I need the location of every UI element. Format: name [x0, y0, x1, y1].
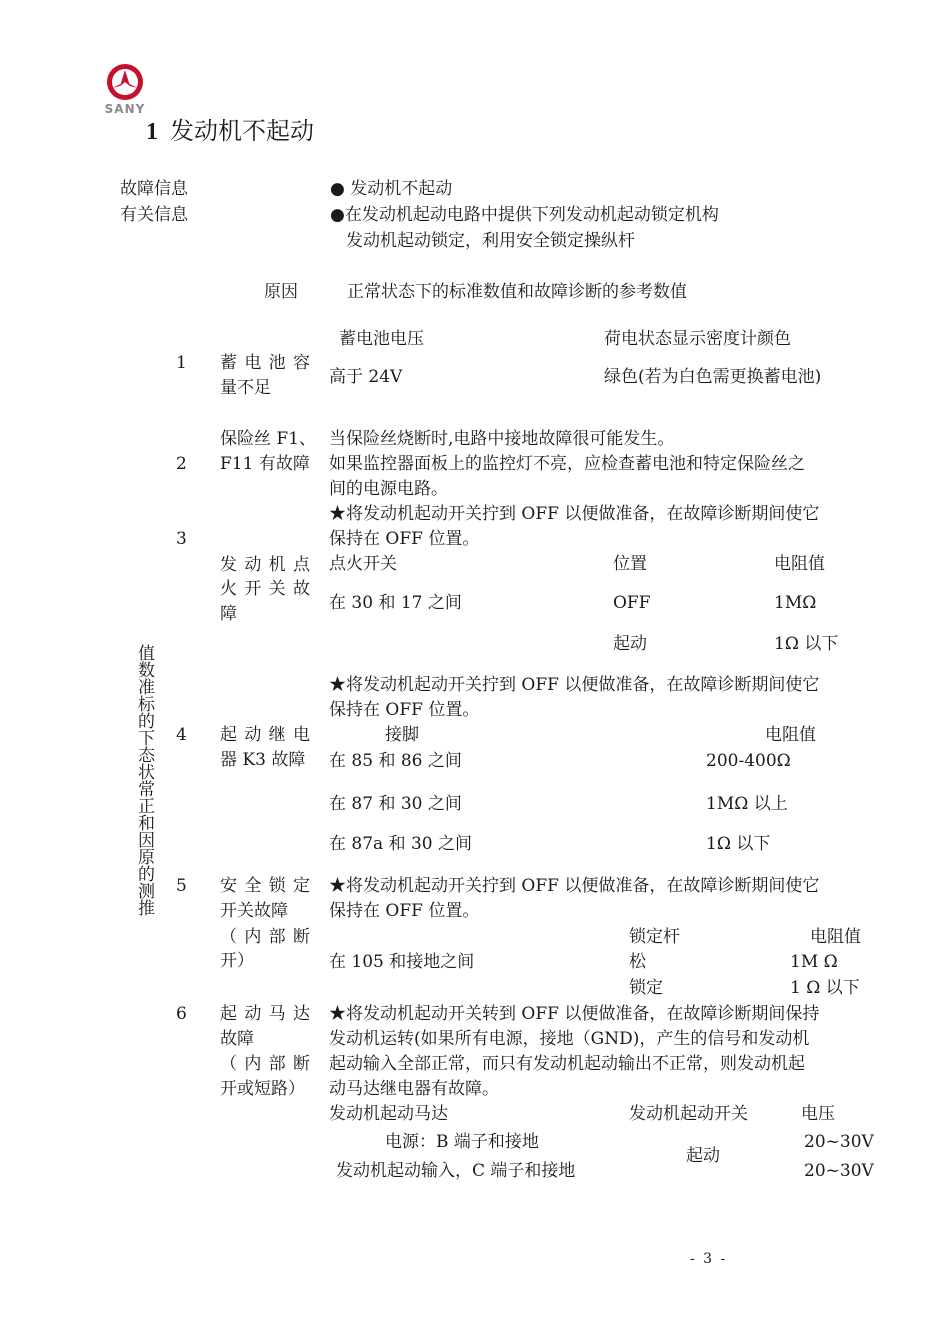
r5-star-note-1: ★将发动机起动开关拧到 OFF 以便做准备，在故障诊断期间使它: [329, 876, 820, 896]
r3-header-a: 点火开关: [329, 554, 397, 574]
r4-cause-1: 起动继电: [220, 725, 310, 745]
r1-header-right: 荷电状态显示密度计颜色: [604, 329, 791, 349]
side-vertical-label: 值数准标的下态状常正和因原的测推: [134, 644, 154, 916]
r4-number: 4: [176, 725, 187, 745]
r3-value-b1: OFF: [613, 593, 651, 613]
r3-value-c1: 1MΩ: [774, 593, 817, 613]
r5-value-b1: 松: [629, 952, 646, 972]
r5-value-c1: 1M Ω: [790, 952, 838, 972]
r1-header-left: 蓄电池电压: [339, 329, 424, 349]
r4-value-a2: 在 87 和 30 之间: [329, 794, 462, 814]
r2-number: 2: [176, 454, 187, 474]
r5-value-a1: 在 105 和接地之间: [329, 952, 475, 972]
reference-column-header: 正常状态下的标准数值和故障诊断的参考数值: [347, 282, 687, 302]
r4-star-note-2: 保持在 OFF 位置。: [329, 700, 480, 720]
r6-value-c2: 20~30V: [804, 1161, 874, 1181]
r3-cause-1: 发动机点: [220, 555, 310, 575]
r6-line-3: 起动输入全部正常，而只有发动机起动输出不正常，则发动机起: [329, 1054, 805, 1074]
r2-cause-2: F11 有故障: [220, 454, 310, 474]
r3-star-note-2: 保持在 OFF 位置。: [329, 529, 480, 549]
r6-value-a1: 电源：B 端子和接地: [385, 1132, 539, 1152]
related-info-text-1: ●在发动机起动电路中提供下列发动机起动锁定机构: [330, 205, 719, 225]
r3-cause-3: 障: [220, 604, 237, 624]
r2-line-3: 间的电源电路。: [329, 479, 448, 499]
r1-cause-1: 蓄电池容: [220, 353, 310, 373]
r5-number: 5: [176, 876, 187, 896]
related-info-label: 有关信息: [120, 205, 188, 225]
r3-star-note-1: ★将发动机起动开关拧到 OFF 以便做准备，在故障诊断期间使它: [329, 504, 820, 524]
cause-column-header: 原因: [264, 282, 298, 302]
r4-value-c1: 200-400Ω: [706, 751, 791, 771]
fault-info-text: ● 发动机不起动: [330, 179, 453, 199]
section-title: 发动机不起动: [170, 117, 314, 145]
r6-cause-3: （内部断: [220, 1054, 310, 1074]
r5-value-c2: 1 Ω 以下: [790, 978, 860, 998]
r4-value-a3: 在 87a 和 30 之间: [329, 834, 473, 854]
r5-cause-2: 开关故障: [220, 901, 288, 921]
section-heading: [146, 116, 314, 148]
r6-cause-1: 起动马达: [220, 1004, 310, 1024]
sany-logo: [98, 62, 152, 116]
r5-star-note-2: 保持在 OFF 位置。: [329, 901, 480, 921]
r1-cause-2: 量不足: [220, 378, 271, 398]
r3-value-c2: 1Ω 以下: [774, 634, 839, 654]
r6-cause-4: 开或短路）: [220, 1079, 305, 1099]
r4-value-a1: 在 85 和 86 之间: [329, 751, 462, 771]
r2-line-1: 当保险丝烧断时,电路中接地故障很可能发生。: [329, 429, 675, 449]
r6-line-2: 发动机运转(如果所有电源，接地（GND)，产生的信号和发动机: [329, 1029, 810, 1049]
r6-cause-2: 故障: [220, 1029, 254, 1049]
r4-star-note-1: ★将发动机起动开关拧到 OFF 以便做准备，在故障诊断期间使它: [329, 675, 820, 695]
r4-cause-2: 器 K3 故障: [220, 750, 306, 770]
r6-line-1: ★将发动机起动开关转到 OFF 以便做准备，在故障诊断期间保持: [329, 1004, 820, 1024]
r5-cause-3: （内部断: [220, 927, 310, 947]
r6-value-b1: 起动: [686, 1146, 720, 1166]
r1-value-right: 绿色(若为白色需更换蓄电池): [604, 367, 822, 387]
r6-header-c: 电压: [801, 1104, 835, 1124]
r5-value-b2: 锁定: [629, 978, 663, 998]
r6-line-4: 动马达继电器有故障。: [329, 1079, 499, 1099]
r1-value-left: 高于 24V: [329, 367, 403, 387]
r3-value-b2: 起动: [613, 634, 647, 654]
r5-header-c: 电阻值: [810, 927, 861, 947]
r1-number: 1: [176, 353, 187, 373]
r6-header-a: 发动机起动马达: [329, 1104, 448, 1124]
r6-header-b: 发动机起动开关: [629, 1104, 748, 1124]
logo-text: SANY: [104, 102, 146, 116]
r5-cause-1: 安全锁定: [220, 876, 310, 896]
r5-header-b: 锁定杆: [629, 927, 680, 947]
r2-cause-1: 保险丝 F1、: [220, 429, 317, 449]
r6-value-c1: 20~30V: [804, 1132, 874, 1152]
fault-info-label: 故障信息: [120, 179, 188, 199]
related-info-text-2: 发动机起动锁定，利用安全锁定操纵杆: [346, 231, 635, 251]
r3-cause-2: 火开关故: [220, 579, 310, 599]
r2-line-2: 如果监控器面板上的监控灯不亮，应检查蓄电池和特定保险丝之: [329, 454, 805, 474]
sany-logo-icon: [98, 62, 152, 104]
r6-value-a2: 发动机起动输入，C 端子和接地: [336, 1161, 576, 1181]
r5-cause-4: 开）: [220, 951, 254, 971]
r4-value-c3: 1Ω 以下: [706, 834, 771, 854]
r3-value-a: 在 30 和 17 之间: [329, 593, 462, 613]
r3-header-c: 电阻值: [774, 554, 825, 574]
r4-header-a: 接脚: [385, 725, 419, 745]
r3-number: 3: [176, 529, 187, 549]
r6-number: 6: [176, 1004, 187, 1024]
page-number: - 3 -: [690, 1251, 728, 1267]
r4-value-c2: 1MΩ 以上: [706, 794, 788, 814]
r3-header-b: 位置: [613, 554, 647, 574]
section-number: 1: [146, 119, 158, 145]
r4-header-c: 电阻值: [765, 725, 816, 745]
